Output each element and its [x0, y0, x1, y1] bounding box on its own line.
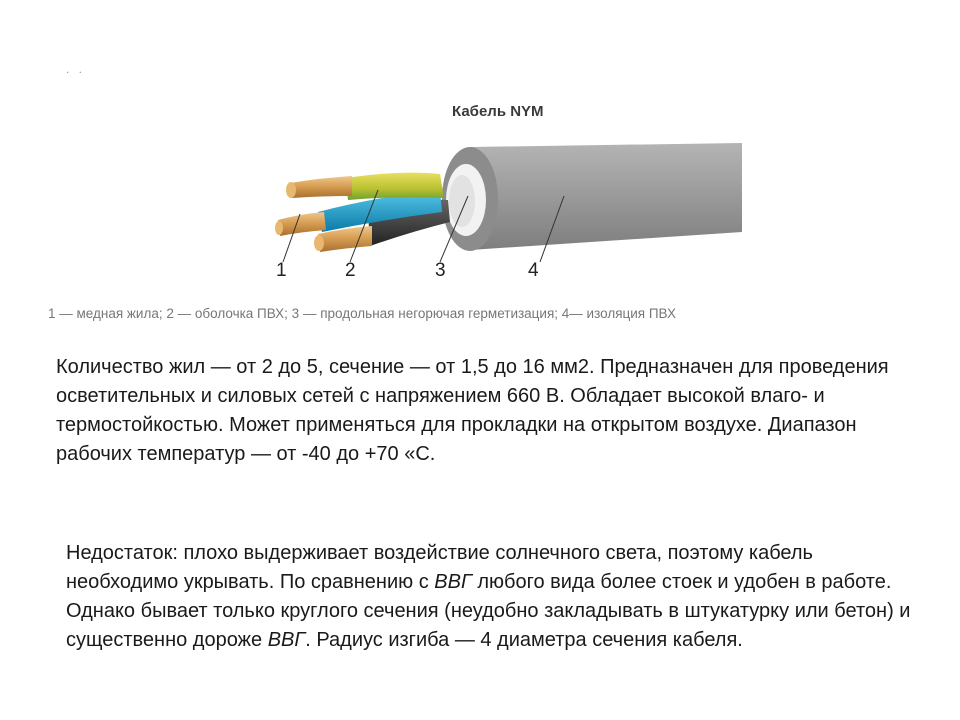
- label-3: 3: [435, 260, 446, 281]
- drawback-text-3: . Радиус изгиба — 4 диаметра сечения кабеля.: [305, 629, 743, 651]
- drawback-paragraph: [66, 539, 926, 655]
- label-1: 1: [276, 260, 287, 281]
- description-paragraph: Количество жил — от 2 до 5, сечение — от 1,5 до 16 мм2. Предназначен для проведения осветительных и силовых сетей с напряжением 660 В. Обладает высокой влаго- и термостойкостью. Может применяться для прокладки на открытом воздухе. Диапазон рабочих температур — от -40 до +70 «С.: [56, 356, 889, 465]
- label-2: 2: [345, 260, 356, 281]
- cable-figure: [0, 0, 960, 330]
- copper-middle: [278, 212, 326, 236]
- outer-sheath: [470, 143, 742, 250]
- cable-illustration: [0, 0, 960, 330]
- vvg-term-2: ВВГ: [267, 629, 306, 651]
- vvg-term-1: ВВГ: [434, 571, 472, 593]
- label-4: 4: [528, 260, 539, 281]
- copper-top: [290, 176, 352, 198]
- drawback-text-2: любого вида более стоек и удобен в работе. Однако бывает только круглого сечения (неудобно закладывать в штукатурку или бетон) и существенно дороже: [66, 571, 911, 651]
- figure-caption: 1 — медная жила; 2 — оболочка ПВХ; 3 — продольная негорючая герметизация; 4— изоляция ПВХ: [48, 306, 676, 321]
- figure-title: Кабель NYM: [452, 103, 544, 120]
- drawback-text-1: Недостаток: плохо выдерживает воздействие солнечного света, поэтому кабель необходимо укрывать. По сравнению с: [66, 542, 813, 593]
- core-yellow-green: [345, 173, 444, 200]
- decorative-dots: . .: [66, 62, 86, 76]
